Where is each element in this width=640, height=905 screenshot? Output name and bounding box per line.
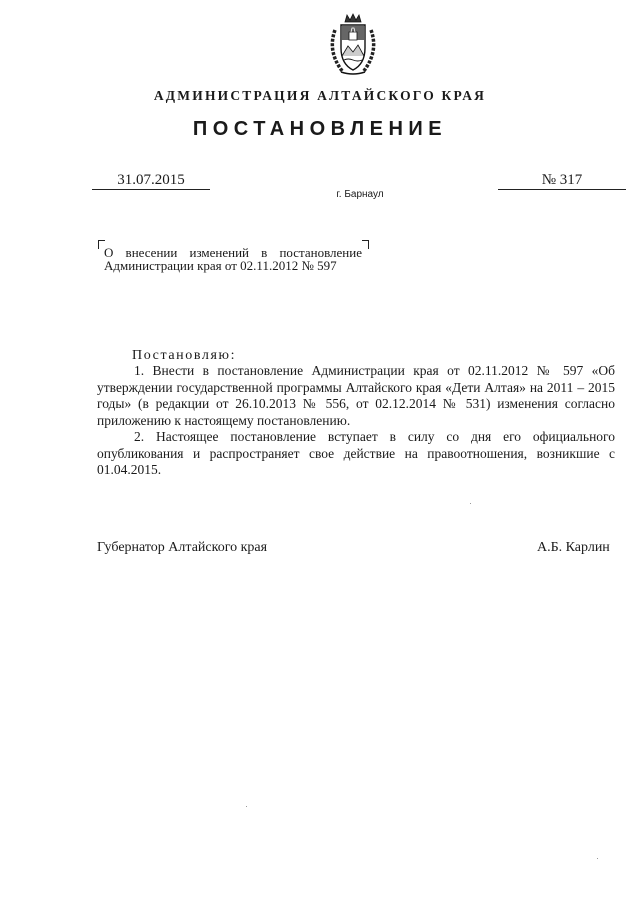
signatory-name: А.Б. Карлин <box>537 540 610 555</box>
resolves-heading: Постановляю: <box>132 348 237 363</box>
document-number: № 317 <box>498 171 626 190</box>
signatory-title: Губернатор Алтайского края <box>97 540 268 555</box>
document-date: 31.07.2015 <box>92 171 210 190</box>
organization-name: АДМИНИСТРАЦИЯ АЛТАЙСКОГО КРАЯ <box>153 88 487 103</box>
body-paragraph-2: 2. Настоящее постановление вступает в силу со дня его официального опубликования и распространяет свое действие на правоотношения, возникшие с 01.04.2015. <box>97 429 615 477</box>
body-paragraph-1: 1. Внести в постановление Администрации края от 02.11.2012 № 597 «Об утверждении государственной программы Алтайского края «Дети Алтая» на 2011 – 2015 годы» (в редакции от 26.10.2013 № 556, от 02.12.2014 № 531) изменения согласно приложению к настоящему постановлению. <box>97 363 615 428</box>
subject-bracket-right <box>362 240 369 249</box>
document-subject: О внесении изменений в постановление Администрации края от 02.11.2012 № 597 <box>104 245 362 273</box>
scan-speck <box>246 806 247 807</box>
coat-of-arms-emblem <box>325 12 381 78</box>
scan-speck <box>470 503 471 504</box>
document-type-title: ПОСТАНОВЛЕНИЕ <box>192 118 448 140</box>
city-name: г. Барнаул <box>336 189 384 200</box>
scan-speck <box>597 858 598 859</box>
document-body <box>97 363 615 479</box>
